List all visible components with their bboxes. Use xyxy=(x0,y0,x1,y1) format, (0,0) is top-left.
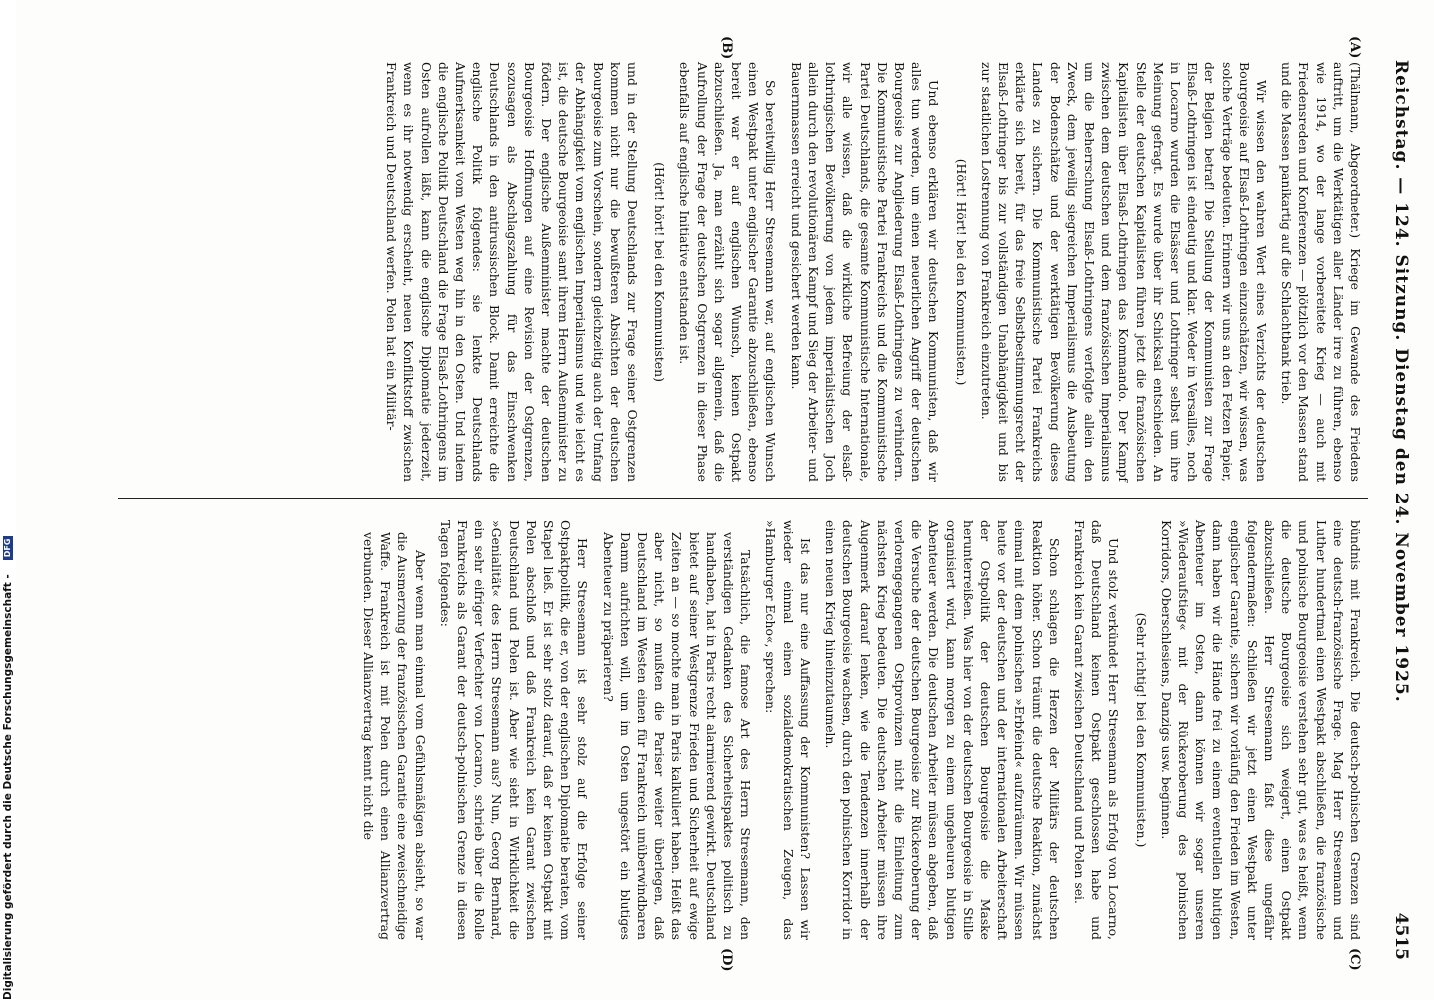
paragraph: bündnis mit Frankreich. Die deutsch-polnischen Grenzen sind eine deutsch-französische Frage. Mag Herr Stresemann und Luther hundertmal einen Westpakt abschließen, die französische und polnische Bourgeoisie verstehen sehr gut, was es heißt, wenn die deutsche Bourgeoisie sich weigert, einen Ostpakt abzuschließen. Herr Stresemann faßt diese ungefähr folgendermaßen: Schließen wir jetzt einen Westpakt unter englischer Garantie, sichern wir vorläufig den Frieden im Westen, dann haben wir die Hände frei zu einem eventuellen blutigen Abenteuer im Osten, dann können wir sogar unseren »Wiederaufstieg« mit der Rückeroberung des polnischen Korridors, Oberschlesiens, Danzigs usw. beginnen. xyxy=(1158,520,1363,940)
interjection: (Hört! Hört! bei den Kommunisten.) xyxy=(953,158,969,386)
quotation: Aber wenn man einmal vom Gefühlsmäßigen absieht, so war die Ausmerzung der französischen Garantie eine zweischneidige Waffe. Frankreich ist mit Polen durch einen Allianzvertrag verbunden. Dieser Allianzvertrag kennt nicht die xyxy=(361,532,428,940)
right-column xyxy=(352,520,1364,940)
margin-marker-b: (B) xyxy=(719,36,734,60)
header-title: Reichstag. — 124. Sitzung. Dienstag den 24. November 1925. xyxy=(1391,60,1411,703)
paragraph: Schon schlagen die Herzen der Militärs der deutschen Reaktion höher. Schon träumt die deutsche Reaktion, zunächst einmal mit dem polnischen »Erbfeind« aufzuräumen. Wir müssen heute vor der deutschen und der internationalen Arbeiterschaft der Ostpolitik der deutschen Bourgeoisie die Maske herunterreißen. Was hier von der deutschen Bourgeoisie in Stille organisiert wird, kann morgen zu einem ungeheuren blutigen Abenteuer werden. Die deutschen Arbeiter müssen abgeben, daß die Versuche der deutschen Bourgeoisie zur Rückeroberung der verlorengegangenen Ostprovinzen nicht die Einleitung zum nächsten Krieg bedeuten. Die deutschen Arbeiter müssen ihre Augenmerk darauf lenken, wie die Tendenzen innerhalb der deutschen Bourgeoisie wachsen, durch den polnischen Korridor in einen neuen Krieg hineinzutaumeln. xyxy=(823,520,1062,940)
funding-sidebar xyxy=(0,0,16,1000)
margin-marker-a: (A) xyxy=(1347,36,1362,59)
paragraph: Ist das nur eine Auffassung der Kommunisten? Lassen wir wieder einmal einen sozialdemokratischen Zeugen, das »Hamburger Echo«, sprechen: xyxy=(763,520,813,940)
paragraph: So bereitwillig Herr Stresemann war, auf englischen Wunsch einen Westpakt unter englischer Garantie abzuschließen, ebenso bereit war er auf englischen Wunsch, keinen Ostpakt abzuschließen. Ja, man erzählt sich sogar allgemein, daß die Aufrollung der Frage der deutschen Ostgrenzen in dieser Phase ebenfalls auf englische Initiative entstanden ist. xyxy=(677,62,779,482)
interjection: (Hört! hört! bei den Kommunisten) xyxy=(652,162,668,382)
left-column xyxy=(375,62,1364,482)
paragraph: und in der Stellung Deutschlands zur Frage seiner Ostgrenzen kommen nicht nur die bewußteren Absichten der deutschen Bourgeoisie zum Vorschein, sondern gleichzeitig auch der Umfang der Abhängigkeit vom englischen Imperialismus und wie leicht es ist, die deutsche Bourgeoisie samt ihrem Herrn Außenminister zu födern. Der englische Außenminister machte der deutschen Bourgeoisie Hoffnungen auf eine Revision der Ostgrenzen, sozusagen als Abschlagszahlung für das Einschwenken Deutschlands in den antirussischen Block. Damit erreichte die englische Politik folgendes: sie lenkte Deutschlands Aufmerksamkeit vom Westen weg hin in den Osten. Und indem die englische Politik Deutschland die Frage Elsaß-Lothringens im Osten aufrollen läßt, kann die englische Diplomatie jederzeit, wenn es ihr notwendig erscheint, neuen Konfliktstoff zwischen Frankreich und Deutschland werfen. Polen hat ein Militär- xyxy=(384,62,641,482)
paragraph: Und stolz verkündet Herr Stresemann als Erfolg von Locarno, daß Deutschland keinen Ostpakt geschlossen habe und Frankreich kein Garant zwischen Deutschland und Polen sei. xyxy=(1071,520,1122,940)
funding-note xyxy=(0,0,16,1000)
column-divider xyxy=(118,498,1368,499)
margin-marker-d: (D) xyxy=(719,948,734,972)
page-header xyxy=(1386,60,1416,960)
funding-text: Digitalisierung gefördert durch die Deutsche Forschungsgemeinschaft - xyxy=(2,574,14,1000)
margin-marker-c: (C) xyxy=(1347,948,1362,971)
quotation: Tatsächlich, die famose Art des Herrn Stresemann, den verständigen Gedanken des Sicherheitspaktes politisch zu handhaben, hat in Paris recht alarmierend gewirkt. Deutschland bietet auf seiner Westgrenze Frieden und Sicherheit auf ewige Zeiten an — so mochte man in Paris kalkuliert haben. Heißt das aber nicht, so mußten die Pariser weiter überlegen, daß Deutschland im Westen einen für Frankreich unüberwindbaren Damm aufrichten will, um im Osten ungestört ein blutiges Abenteuer zu präparieren? xyxy=(600,532,754,940)
paragraph: Und ebenso erklären wir deutschen Kommunisten, daß wir alles tun werden, um einen neuerlichen Angriff der deutschen Bourgeoisie zur Angliederung Elsaß-Lothringens zu verhindern. Die Kommunistische Partei Frankreichs und die Kommunistische Partei Deutschlands, die gesamte Kommunistische Internationale, wir alle wissen, daß die wirkliche Befreiung der elsaß-lothringischen Bevölkerung von jedem imperialistischen Joch allein durch den revolutionären Kampf und Sieg der Arbeiter- und Bauernmassen erreicht und gesichert werden kann. xyxy=(788,62,942,482)
dfg-logo-icon: DFG xyxy=(3,536,13,561)
paragraph: (Thälmann, Abgeordneter.) Kriege im Gewande des Friedens auftritt, um die Werktätigen aller Länder irre zu führen, ebenso wie 1914, wo der lange vorbereitete Krieg — auch mit Friedensreden und Konferenzen — plötzlich vor den Massen stand und die Massen panikartig auf die Schlachtbank trieb. xyxy=(1279,62,1363,482)
paragraph: Herr Stresemann ist sehr stolz auf die Erfolge seiner Ostpaktpolitik, die er, von der englischen Diplomatie beraten, vom Stapel ließ. Er ist sehr stolz darauf, daß er keinen Ostpakt mit Polen abschloß und daß Frankreich kein Garant zwischen Deutschland und Polen ist. Aber wie sieht in Wirklichkeit die »Genialität« des Herrn Stresemann aus? Nun, Georg Bernhard, ein sehr eifriger Verfechter von Locarno, schrieb über die Rolle Frankreichs als Garant der deutsch-polnischen Grenze in diesen Tagen folgendes: xyxy=(437,520,591,940)
paragraph: Wir wissen den wahren Wert eines Verzichts der deutschen Bourgeoisie auf Elsaß-Lothringen einzuschätzen, wir wissen, was solche Verträge bedeuten. Erinnern wir uns an den Fetzen Papier, der Belgien betraf! Die Stellung der Kommunisten zur Frage Elsaß-Lothringen ist eindeutig und klar. Weder in Versailles, noch in Locarno wurden die Elsässer und Lothringer selbst um ihre Meinung gefragt. Es wurde über ihr Schicksal entschieden. An Stelle der deutschen Kapitalisten führen jetzt die französischen Kapitalisten über Elsaß-Lothringen das Kommando. Der Kampf zwischen dem deutschen und dem französischen Imperialismus um die Beherrschung Elsaß-Lothringens verfolgte allein den Zweck, dem jeweilig siegreichen Imperialismus die Ausbeutung der Bodenschätze und der werktätigen Bevölkerung dieses Landes zu sichern. Die Kommunistische Partei Frankreichs erklärte sich bereit, für das freie Selbstbestimmungsrecht der Elsaß-Lothringer bis zur vollständigen Unabhängigkeit und bis zur staatlichen Lostrennung von Frankreich einzutreten. xyxy=(978,62,1269,482)
interjection: (Sehr richtig! bei den Kommunisten.) xyxy=(1133,612,1149,848)
page-number: 4515 xyxy=(1391,912,1411,960)
